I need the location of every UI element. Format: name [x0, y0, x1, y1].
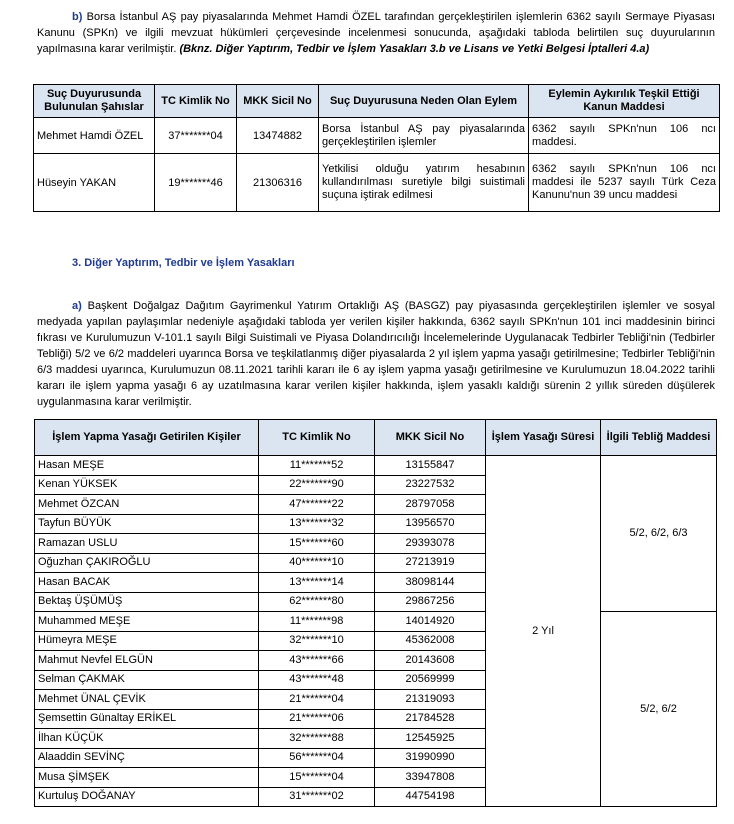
t2-cell-name: Bektaş ÜŞÜMÜŞ [35, 592, 259, 612]
t1-cell-name: Mehmet Hamdi ÖZEL [34, 118, 155, 154]
section-3a-paragraph [37, 298, 715, 410]
table-row [35, 612, 717, 632]
t1-cell-tc: 19*******46 [155, 154, 237, 212]
t1-cell-mkk: 21306316 [237, 154, 319, 212]
t2-header-article: İlgili Tebliğ Maddesi [601, 420, 717, 456]
t2-cell-mkk: 20569999 [375, 670, 486, 690]
t2-cell-tc: 13*******32 [259, 514, 375, 534]
t2-cell-name: Selman ÇAKMAK [35, 670, 259, 690]
trading-ban-table [34, 419, 717, 807]
t2-cell-name: Oğuzhan ÇAKIROĞLU [35, 553, 259, 573]
t2-cell-tc: 11*******52 [259, 456, 375, 476]
section-3a-label: a) [72, 300, 82, 312]
t2-cell-mkk: 14014920 [375, 612, 486, 632]
t1-cell-mkk: 13474882 [237, 118, 319, 154]
t2-cell-name: Şemsettin Günaltay ERİKEL [35, 709, 259, 729]
t2-cell-tc: 11*******98 [259, 612, 375, 632]
t1-header-action: Suç Duyurusuna Neden Olan Eylem [319, 85, 529, 118]
table-row [34, 154, 720, 212]
t2-cell-name: Mehmet ÜNAL ÇEVİK [35, 690, 259, 710]
t2-cell-mkk: 21319093 [375, 690, 486, 710]
t1-cell-law: 6362 sayılı SPKn'nun 106 ncı maddesi ile 5237 sayılı Türk Ceza Kanunu'nun 39 uncu maddesi [529, 154, 720, 212]
criminal-complaint-table [33, 84, 720, 212]
t1-header-tc: TC Kimlik No [155, 85, 237, 118]
section-b-paragraph [37, 9, 715, 57]
t2-cell-mkk: 28797058 [375, 495, 486, 515]
t1-cell-action: Yetkilisi olduğu yatırım hesabının kullandırılması suretiyle bilgi suistimali suçuna iştirak edilmesi [319, 154, 529, 212]
section-b-label: b) [72, 11, 83, 23]
t2-cell-name: Ramazan USLU [35, 534, 259, 554]
t2-header-mkk: MKK Sicil No [375, 420, 486, 456]
t2-cell-name: Kurtuluş DOĞANAY [35, 787, 259, 807]
t2-cell-name: Musa ŞİMŞEK [35, 768, 259, 788]
t2-cell-name: Tayfun BÜYÜK [35, 514, 259, 534]
t2-cell-tc: 21*******06 [259, 709, 375, 729]
t2-cell-mkk: 21784528 [375, 709, 486, 729]
t2-cell-tc: 47*******22 [259, 495, 375, 515]
t2-cell-tc: 43*******66 [259, 651, 375, 671]
t1-cell-tc: 37*******04 [155, 118, 237, 154]
t1-header-law: Eylemin Aykırılık Teşkil Ettiği Kanun Maddesi [529, 85, 720, 118]
t2-cell-name: Mahmut Nevfel ELGÜN [35, 651, 259, 671]
t2-cell-mkk: 12545925 [375, 729, 486, 749]
t2-cell-name: Alaaddin SEVİNÇ [35, 748, 259, 768]
t2-cell-name: Mehmet ÖZCAN [35, 495, 259, 515]
t2-cell-name: Kenan YÜKSEK [35, 475, 259, 495]
t2-cell-mkk: 29393078 [375, 534, 486, 554]
t2-cell-mkk: 27213919 [375, 553, 486, 573]
t2-cell-tc: 21*******04 [259, 690, 375, 710]
t2-cell-mkk: 29867256 [375, 592, 486, 612]
t2-cell-name: Hasan MEŞE [35, 456, 259, 476]
section-b-reference: (Bknz. Diğer Yaptırım, Tedbir ve İşlem Yasakları 3.b ve Lisans ve Yetki Belgesi İptalleri 4.a) [179, 43, 650, 55]
t2-cell-tc: 32*******88 [259, 729, 375, 749]
t2-cell-mkk: 13155847 [375, 456, 486, 476]
t1-header-persons: Suç Duyurusunda Bulunulan Şahıslar [34, 85, 155, 118]
t2-cell-mkk: 13956570 [375, 514, 486, 534]
t2-cell-tc: 32*******10 [259, 631, 375, 651]
t2-cell-mkk: 45362008 [375, 631, 486, 651]
t2-cell-tc: 22*******90 [259, 475, 375, 495]
t2-header-persons: İşlem Yapma Yasağı Getirilen Kişiler [35, 420, 259, 456]
t2-cell-article-group-1: 5/2, 6/2, 6/3 [601, 456, 717, 612]
t1-cell-name: Hüseyin YAKAN [34, 154, 155, 212]
t2-cell-tc: 62*******80 [259, 592, 375, 612]
t1-cell-law: 6362 sayılı SPKn'nun 106 ncı maddesi. [529, 118, 720, 154]
section-b-text: Borsa İstanbul AŞ pay piyasalarında Mehmet Hamdi ÖZEL tarafından gerçekleştirilen işlemlerin 6362 sayılı Sermaye Piyasası Kanunu (SPKn) ve ilgili mevzuat hükümleri çerçevesinde incelenmesi sonucunda, aşağıdaki tabloda belirtilen suç duyurularının yapılmasına karar verilmiştir. [37, 11, 715, 55]
t2-cell-mkk: 31990990 [375, 748, 486, 768]
t2-cell-tc: 13*******14 [259, 573, 375, 593]
t2-cell-name: İlhan KÜÇÜK [35, 729, 259, 749]
t2-cell-tc: 56*******04 [259, 748, 375, 768]
t2-cell-name: Muhammed MEŞE [35, 612, 259, 632]
t2-cell-tc: 15*******60 [259, 534, 375, 554]
t2-cell-name: Hasan BACAK [35, 573, 259, 593]
t2-cell-name: Hümeyra MEŞE [35, 631, 259, 651]
t2-header-tc: TC Kimlik No [259, 420, 375, 456]
t2-cell-article-group-2: 5/2, 6/2 [601, 612, 717, 807]
t2-cell-tc: 15*******04 [259, 768, 375, 788]
t2-cell-mkk: 20143608 [375, 651, 486, 671]
t2-header-duration: İşlem Yasağı Süresi [486, 420, 601, 456]
t2-cell-mkk: 33947808 [375, 768, 486, 788]
t1-cell-action: Borsa İstanbul AŞ pay piyasalarında gerçekleştirilen işlemler [319, 118, 529, 154]
t2-cell-tc: 31*******02 [259, 787, 375, 807]
section-3a-text: Başkent Doğalgaz Dağıtım Gayrimenkul Yatırım Ortaklığı AŞ (BASGZ) pay piyasasında gerçekleştirilen işlemler ve sosyal medyada yapılan paylaşımlar nedeniyle aşağıdaki tabloda yer verilen kişiler hakkında, 6362 sayılı SPKn'nun 101 inci maddesinin birinci fıkrası ve Kurulumuzun V-101.1 sayılı Bilgi Suistimali ve Piyasa Dolandırıcılığı İncelemelerinde Uygulanacak Tedbirler Tebliği'nin (Tedbirler Tebliği) 5/2 ve 6/2 maddeleri uyarınca Borsa ve teşkilatlanmış diğer piyasalarda 2 yıl işlem yapma yasağı getirilmesine; Tedbirler Tebliği'nin 6/3 maddesi uyarınca, Kurulumuzun 08.11.2021 tarihli kararı ile 6 ay işlem yapma yasağı getirilmesine ve Kurulumuzun 18.04.2022 tarihli kararı ile işlem yapma yasağı 6 ay uzatılmasına karar verilen kişiler hakkında, işlem yasaklı kaldığı sürenin 2 yıllık süreden düşülerek uygulanmasına karar verilmiştir. [37, 300, 715, 408]
t2-cell-tc: 40*******10 [259, 553, 375, 573]
section-3-heading: 3. Diğer Yaptırım, Tedbir ve İşlem Yasakları [72, 257, 295, 269]
t1-header-mkk: MKK Sicil No [237, 85, 319, 118]
table-row [34, 118, 720, 154]
t2-cell-duration: 2 Yıl [486, 456, 601, 807]
t2-cell-tc: 43*******48 [259, 670, 375, 690]
table-row [35, 456, 717, 476]
t2-cell-mkk: 23227532 [375, 475, 486, 495]
t2-cell-mkk: 44754198 [375, 787, 486, 807]
t2-cell-mkk: 38098144 [375, 573, 486, 593]
